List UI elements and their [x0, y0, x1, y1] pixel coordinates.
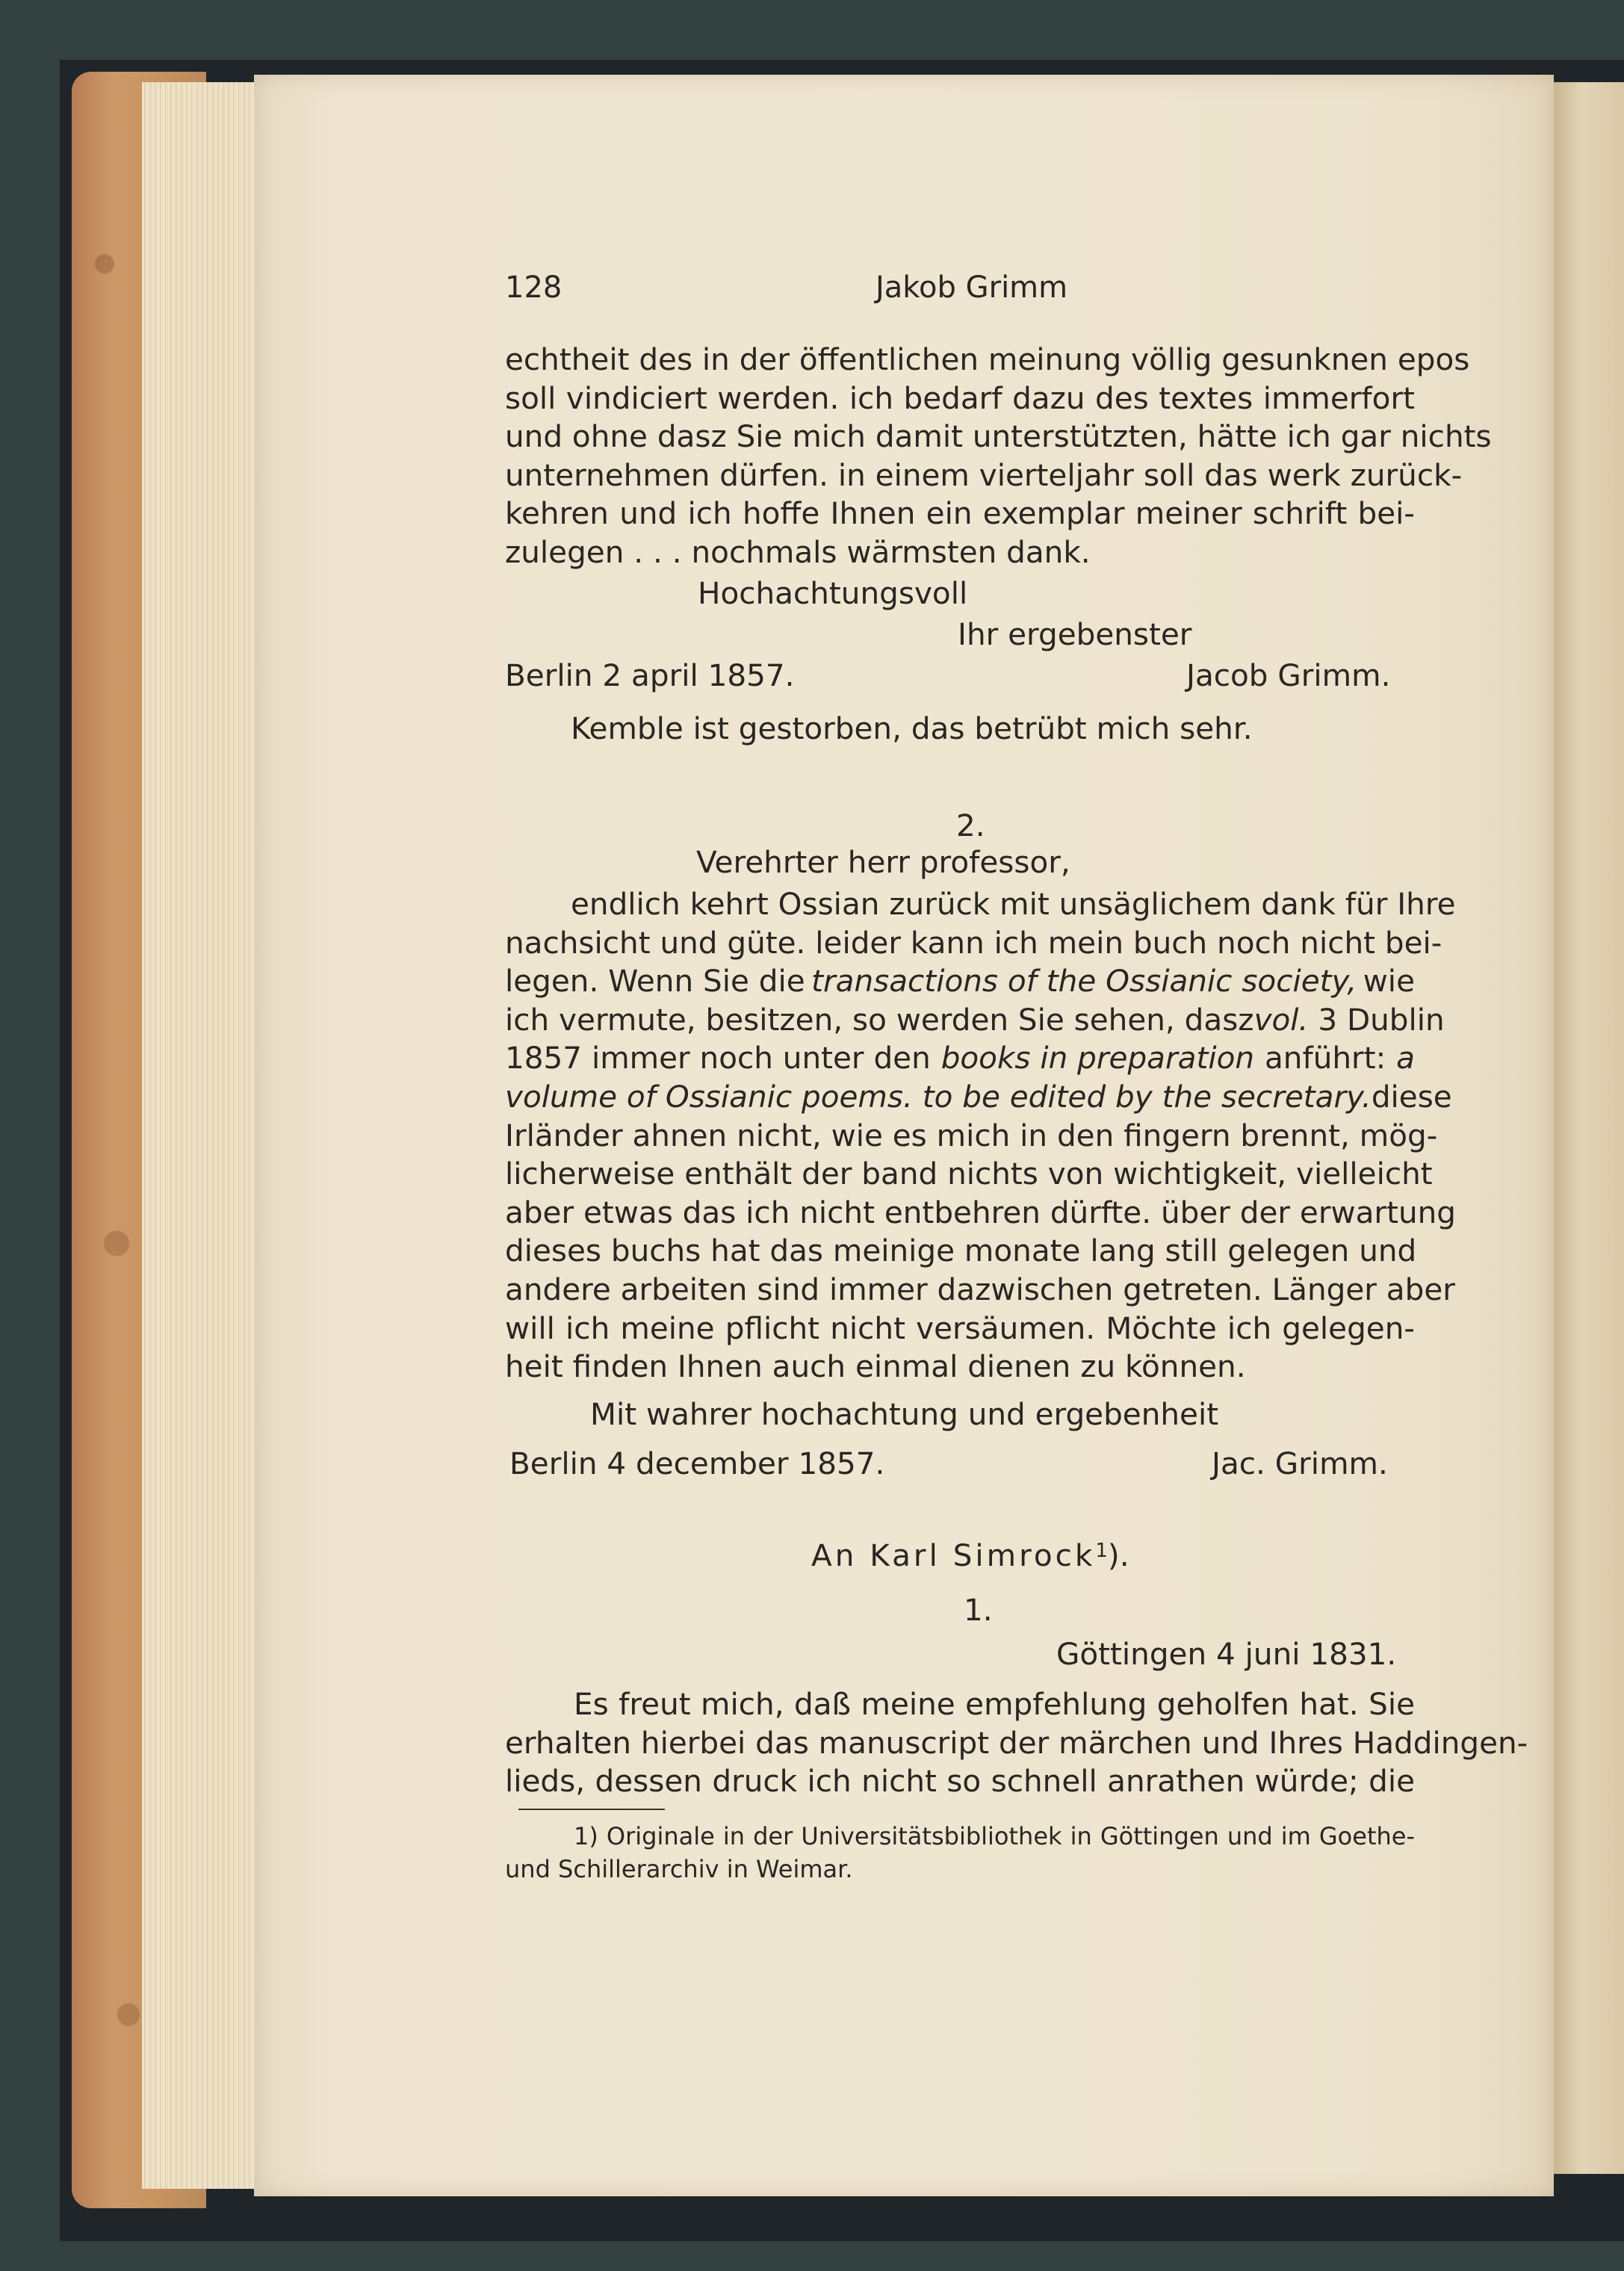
letter2-place-date: Berlin 4 december 1857.	[509, 1446, 885, 1481]
text-line: Irländer ahnen nicht, wie es mich in den fingern brennt, mög-	[505, 1117, 1438, 1153]
text-line: zulegen . . . nochmals wärmsten dank.	[505, 533, 1091, 570]
section-body	[505, 1685, 1528, 1801]
letter1-postscript: Kemble ist gestorben, das betrübt mich sehr.	[571, 710, 1253, 746]
text-segment: legen. Wenn Sie die	[505, 963, 805, 1000]
text-line: Es freut mich, daß meine empfehlung geholfen hat. Sie	[574, 1686, 1415, 1722]
facing-page-edge	[1554, 82, 1624, 2174]
section-title: An Karl Simrock	[811, 1537, 1096, 1573]
letter2-body	[505, 885, 1457, 1387]
text-segment: wie	[1363, 963, 1415, 1000]
footnote-marker: 1	[1095, 1540, 1108, 1562]
text-segment: diese	[1371, 1078, 1452, 1115]
text-segment: 3 Dublin	[1318, 1001, 1445, 1038]
text-line: licherweise enthält der band nichts von wichtigkeit, vielleicht	[505, 1156, 1433, 1192]
text-line: erhalten hierbei das manuscript der märchen und Ihres Haddingen-	[505, 1724, 1528, 1761]
section-heading	[811, 1531, 1129, 1575]
footnote-line: 1) Originale in der Universitätsbibliothek in Göttingen und im Goethe-	[574, 1822, 1415, 1850]
letter2-salutation: Verehrter herr professor,	[696, 844, 1070, 880]
page-number: 128	[505, 270, 562, 305]
text-segment: ich vermute, besitzen, so werden Sie sehen, dasz	[505, 1001, 1254, 1038]
text-line	[505, 1039, 1415, 1078]
text-line: aber etwas das ich nicht entbehren dürfte. über der erwartung	[505, 1194, 1457, 1230]
italic-word: a	[1396, 1040, 1415, 1076]
footnote	[505, 1820, 1415, 1886]
footnote-line: und Schillerarchiv in Weimar.	[505, 1855, 853, 1883]
letter1-signature: Jacob Grimm.	[1186, 657, 1391, 693]
letter2-closing: Mit wahrer hochachtung und ergebenheit	[590, 1396, 1219, 1432]
letter-number: 1.	[964, 1592, 993, 1628]
section-place-date: Göttingen 4 juni 1831.	[1056, 1636, 1397, 1672]
letter2-signature: Jac. Grimm.	[1212, 1446, 1388, 1481]
letter1-closing: Hochachtungsvoll	[698, 575, 968, 611]
text-segment: 1857 immer noch unter den	[505, 1040, 931, 1076]
text-line: dieses buchs hat das meinige monate lang still gelegen und	[505, 1233, 1417, 1269]
text-line: kehren und ich hoffe Ihnen ein exemplar meiner schrift bei-	[505, 495, 1415, 532]
letter1-body	[505, 341, 1492, 572]
text-line: unternehmen dürfen. in einem vierteljahr soll das werk zurück-	[505, 456, 1463, 493]
text-line: andere arbeiten sind immer dazwischen getreten. Länger aber	[505, 1271, 1455, 1307]
text-line: und ohne dasz Sie mich damit unterstützten, hätte ich gar nichts	[505, 418, 1492, 455]
text-line: will ich meine pflicht nicht versäumen. Möchte ich gelegen-	[505, 1310, 1415, 1346]
text-line	[505, 1001, 1445, 1040]
italic-title: transactions of the Ossianic society,	[811, 963, 1357, 1000]
letter1-place-date: Berlin 2 april 1857.	[505, 657, 795, 693]
running-header	[505, 270, 1415, 309]
text-line: soll vindiciert werden. ich bedarf dazu des textes immerfort	[505, 379, 1415, 416]
text-line	[505, 1078, 1452, 1117]
text-line: lieds, dessen druck ich nicht so schnell anrathen würde; die	[505, 1763, 1415, 1800]
running-title: Jakob Grimm	[875, 270, 1068, 305]
text-line: echtheit des in der öffentlichen meinung völlig gesunknen epos	[505, 341, 1470, 377]
text-line: nachsicht und güte. leider kann ich mein buch noch nicht bei-	[505, 924, 1442, 961]
italic-title: books in preparation	[940, 1040, 1255, 1076]
italic-title: volume of Ossianic poems. to be edited by the secretary.	[505, 1078, 1372, 1115]
letter1-closing2: Ihr ergebenster	[958, 616, 1192, 652]
letter-number: 2.	[956, 808, 985, 843]
text-line	[505, 962, 1415, 1001]
text-line: heit finden Ihnen auch einmal dienen zu können.	[505, 1348, 1246, 1385]
text-segment: anführt:	[1264, 1040, 1386, 1076]
italic-abbrev: vol.	[1253, 1001, 1309, 1038]
section-title-suffix: ).	[1107, 1537, 1129, 1573]
footnote-rule	[518, 1809, 665, 1810]
text-segment	[1254, 1001, 1445, 1040]
text-line: endlich kehrt Ossian zurück mit unsäglichem dank für Ihre	[571, 886, 1456, 922]
